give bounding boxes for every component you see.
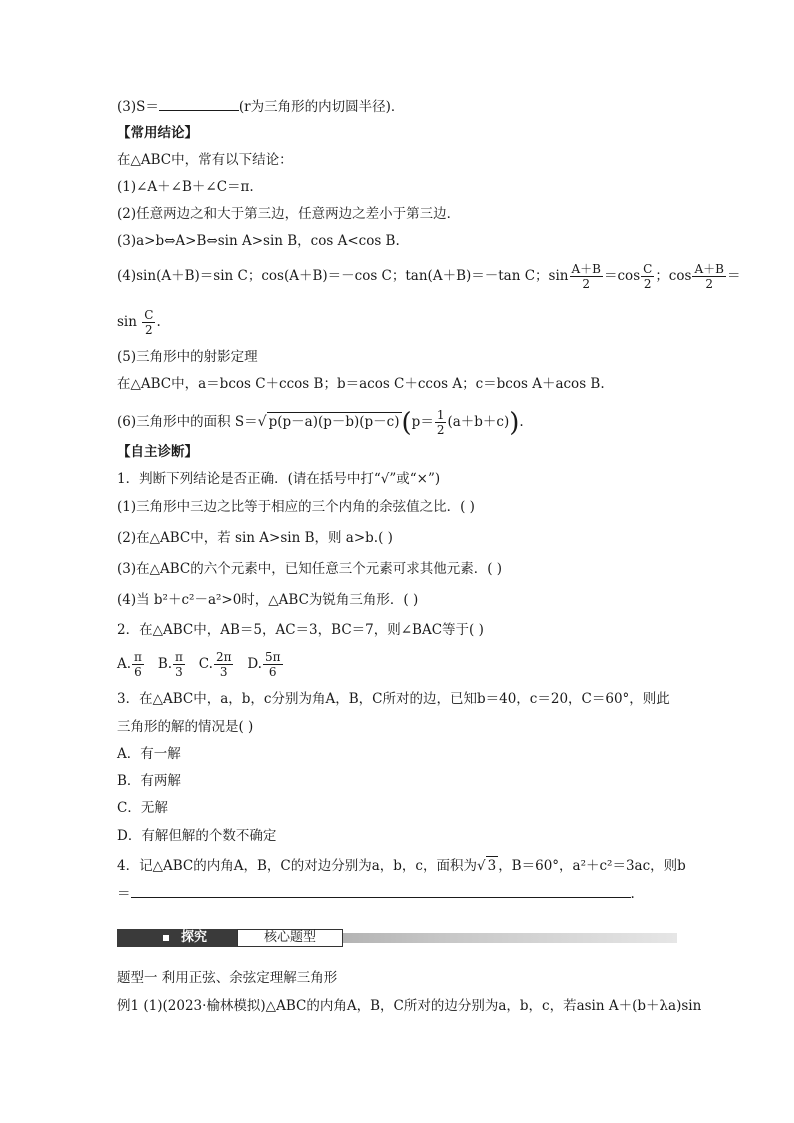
fill-blank	[159, 96, 239, 111]
area-formula-prefix: (3)S＝	[117, 99, 159, 115]
question-2-options	[117, 650, 284, 679]
section-heading-diagnosis: 【自主诊断】	[117, 444, 198, 460]
example-1: 例1 (1)(2023·榆林模拟)△ABC的内角A，B，C所对的边分别为a，b，c，若asin A＋(b＋λa)sin	[117, 998, 702, 1014]
fraction: $\frac{C}{2}$	[643, 262, 653, 291]
question-3-line-1: 3．在△ABC中，a，b，c分别为角A，B，C所对的边，已知b＝40，c＝20，C＝60°，则此	[117, 691, 670, 707]
area-formula-suffix: (r为三角形的内切圆半径)．	[238, 99, 405, 115]
conclusion-4-cont: sin $\frac{C}{2}$ .	[117, 308, 161, 337]
question-3-option-c: C．无解	[117, 800, 168, 816]
conclusion-2: (2)任意两边之和大于第三边，任意两边之差小于第三边．	[117, 206, 461, 222]
option-a: A. $\frac{\pi}{6}$	[117, 650, 142, 679]
conclusion-6: (6)三角形中的面积 S＝√ p(p－a)(p－b)(p－c)(p＝ $\frac{1}{2}$ (a＋b＋c)).	[117, 407, 524, 438]
question-3-option-a: A．有一解	[117, 746, 181, 762]
conclusion-4: (4)sin(A＋B)＝sin C；cos(A＋B)＝－cos C；tan(A＋B)＝－tan C；sin $\frac{A+B}{2}$ ＝cos $\frac{C}{2}$ ；cos $\frac{A+B}{2}$ ＝	[117, 262, 741, 291]
conclusion-5-title: (5)三角形中的射影定理	[117, 349, 258, 365]
section-heading-conclusions: 【常用结论】	[117, 125, 198, 141]
answer-blank	[131, 883, 631, 898]
fraction: $\frac{A+B}{2}$	[694, 262, 724, 291]
conclusion-3: (3)a>b⇔A>B⇔sin A>sin B，cos A<cos B.	[117, 233, 400, 249]
question-1-item-3: (3)在△ABC的六个元素中，已知任意三个元素可求其他元素．( )	[117, 561, 503, 577]
square-bullet-icon	[163, 935, 169, 941]
fraction: $\frac{1}{2}$	[436, 408, 445, 437]
conclusion-5-body: 在△ABC中，a＝bcos C＋ccos B；b＝acos C＋ccos A；c＝bcos A＋acos B.	[117, 376, 605, 392]
fraction: $\frac{A+B}{2}$	[571, 262, 601, 291]
area-formula-r-line	[117, 96, 404, 116]
fraction: $\frac{C}{2}$	[144, 308, 154, 337]
question-3-line-2: 三角形的解的情况是( )	[117, 719, 254, 735]
question-3-option-d: D．有解但解的个数不确定	[117, 828, 277, 844]
sqrt-radicand: p(p－a)(p－b)(p－c)	[268, 414, 400, 430]
question-1-item-4: (4)当 b²＋c²－a²>0时，△ABC为锐角三角形．( )	[117, 592, 419, 608]
question-1-item-2: (2)在△ABC中，若 sin A>sin B，则 a>b.( )	[117, 530, 393, 546]
question-1-item-1: (1)三角形中三边之比等于相应的三个内角的余弦值之比．( )	[117, 499, 475, 515]
question-3-option-b: B．有两解	[117, 773, 181, 789]
question-4-line-2: ＝ .	[117, 883, 635, 903]
conclusions-intro: 在△ABC中，常有以下结论：	[117, 152, 293, 168]
section-banner	[117, 929, 677, 947]
question-1: 1．判断下列结论是否正确．(请在括号中打“√”或“×”)	[117, 471, 441, 487]
banner-explore-tag: 探究	[117, 929, 237, 947]
option-c: C. $\frac{2\pi}{3}$	[198, 650, 232, 679]
conclusion-1: (1)∠A＋∠B＋∠C＝π.	[117, 179, 254, 195]
banner-core-types-tag: 核心题型	[237, 929, 343, 947]
question-2: 2．在△ABC中，AB＝5，AC＝3，BC＝7，则∠BAC等于( )	[117, 622, 484, 638]
question-4-line-1: 4．记△ABC的内角A，B，C的对边分别为a，b，c，面积为√ 3 ，B＝60°，a²＋c²＝3ac，则b	[117, 858, 686, 874]
option-d: D. $\frac{5\pi}{6}$	[247, 650, 281, 679]
question-type-1-heading: 题型一 利用正弦、余弦定理解三角形	[117, 970, 338, 986]
option-b: B. $\frac{\pi}{3}$	[157, 650, 183, 679]
